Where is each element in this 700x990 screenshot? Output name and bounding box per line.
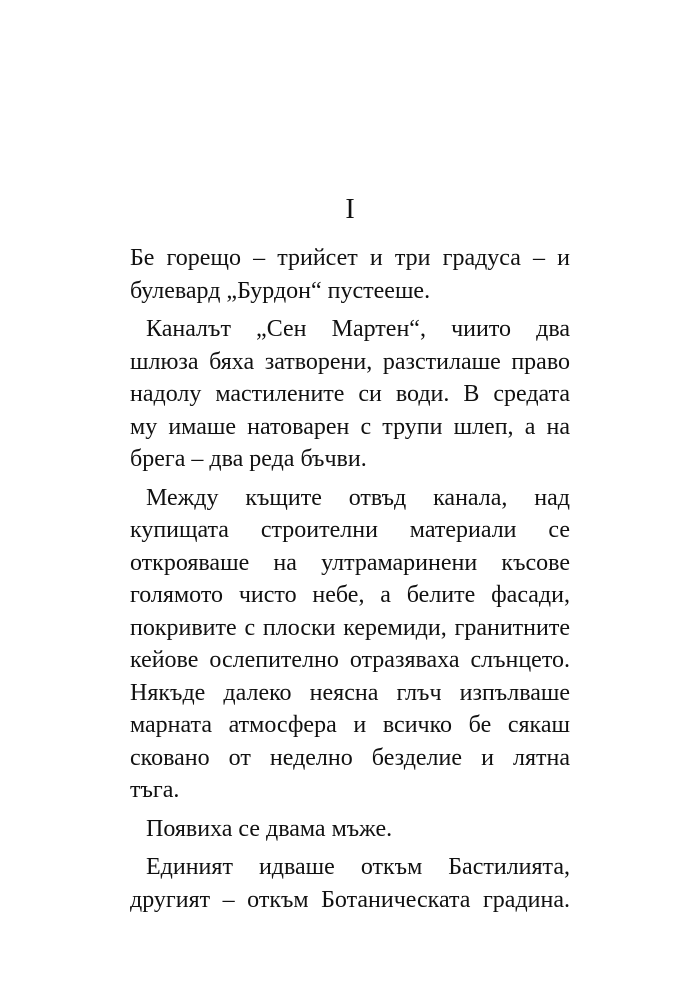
text-line: му имаше натоварен с трупи шлеп, а на [130,413,570,440]
text-line: Каналът „Сен Мартен“, чиито два [146,316,570,342]
text-line: Между къщите отвъд канала, над [146,484,570,511]
text-line: тъга. [130,777,180,803]
text-line: Някъде далеко неясна глъч изпълваше [130,679,570,706]
text-line: открояваше на ултрамаринени късове [130,549,570,576]
paragraph [130,482,570,807]
text-line: марната атмосфера и всичко бе сякаш [130,712,570,738]
paragraph [130,851,570,916]
text-line: Появиха се двама мъже. [146,815,393,842]
text-line: Единият идваше откъм Бастилията, [146,854,570,880]
text-line: голямото чисто небе, а белите фасади, [130,582,570,608]
text-line: булевард „Бурдон“ пустееше. [130,277,431,304]
text-line: кейове ослепително отразяваха слънцето. [130,647,570,673]
paragraph [130,242,570,307]
paragraph [130,813,570,846]
paragraph [130,313,570,476]
text-line: покривите с плоски керемиди, гранитните [130,614,570,641]
text-line: другият – откъм Ботаническата градина. [130,886,570,913]
text-line: брега – два реда бъчви. [130,446,367,472]
text-line: шлюза бяха затворени, разстилаше право [130,348,570,375]
text-line: купищата строителни материали се [130,517,570,543]
chapter-number: I [345,194,355,225]
text-line: надолу мастилените си води. В средата [130,381,570,407]
text-line: сковано от неделно безделие и лятна [130,744,570,771]
chapter-text [130,242,570,922]
text-line: Бе горещо – трийсет и три градуса – и [130,245,570,271]
